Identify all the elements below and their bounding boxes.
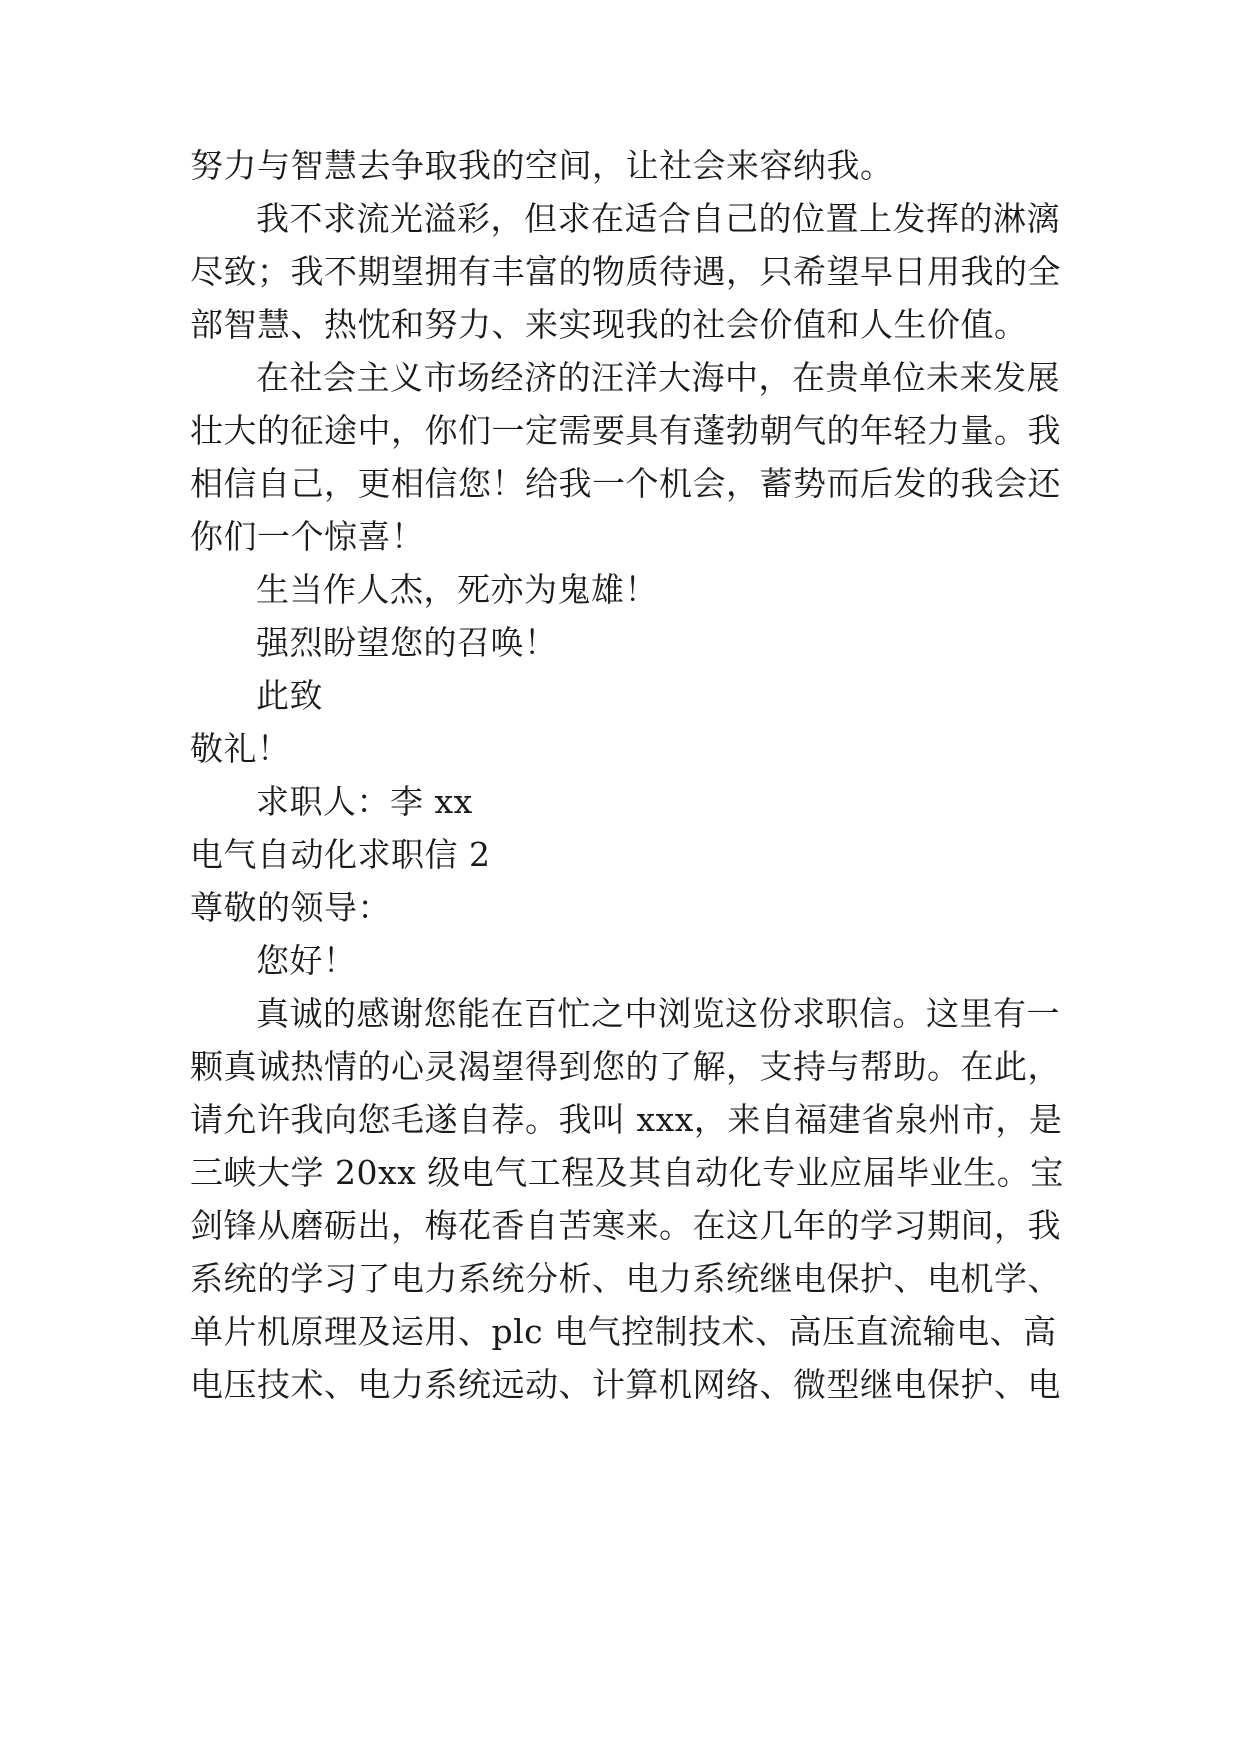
text-line: 剑锋从磨砺出，梅花香自苦寒来。在这几年的学习期间，我 [190, 1206, 1061, 1245]
text-line: 强烈盼望您的召唤！ [256, 623, 558, 662]
text-line: 求职人：李 xx [256, 782, 473, 821]
text-line: 努力与智慧去争取我的空间，让社会来容纳我。 [190, 146, 894, 185]
text-line: 此致 [256, 676, 323, 715]
text-line: 生当作人杰，死亦为鬼雄！ [256, 570, 658, 609]
text-line: 相信自己，更相信您！给我一个机会，蓄势而后发的我会还 [190, 464, 1061, 503]
text-line: 在社会主义市场经济的汪洋大海中，在贵单位未来发展 [256, 358, 1060, 397]
text-line: 颗真诚热情的心灵渴望得到您的了解，支持与帮助。在此， [190, 1047, 1061, 1086]
text-line: 你们一个惊喜！ [190, 517, 425, 556]
text-line: 真诚的感谢您能在百忙之中浏览这份求职信。这里有一 [256, 994, 1060, 1033]
text-line: 系统的学习了电力系统分析、电力系统继电保护、电机学、 [190, 1259, 1061, 1298]
text-line: 我不求流光溢彩，但求在适合自己的位置上发挥的淋漓 [256, 199, 1060, 238]
text-line: 三峡大学 20xx 级电气工程及其自动化专业应届毕业生。宝 [190, 1153, 1064, 1192]
text-line: 壮大的征途中，你们一定需要具有蓬勃朝气的年轻力量。我 [190, 411, 1061, 450]
section-heading: 电气自动化求职信 2 [190, 835, 491, 874]
text-line: 部智慧、热忱和努力、来实现我的社会价值和人生价值。 [190, 305, 1028, 344]
text-line: 尊敬的领导： [190, 888, 391, 927]
text-line: 您好！ [256, 941, 357, 980]
text-line: 单片机原理及运用、plc 电气控制技术、高压直流输电、高 [190, 1312, 1057, 1351]
text-line: 电压技术、电力系统远动、计算机网络、微型继电保护、电 [190, 1365, 1061, 1404]
text-line: 敬礼！ [190, 729, 291, 768]
text-line: 尽致；我不期望拥有丰富的物质待遇，只希望早日用我的全 [190, 252, 1061, 291]
text-line: 请允许我向您毛遂自荐。我叫 xxx，来自福建省泉州市，是 [190, 1100, 1063, 1139]
